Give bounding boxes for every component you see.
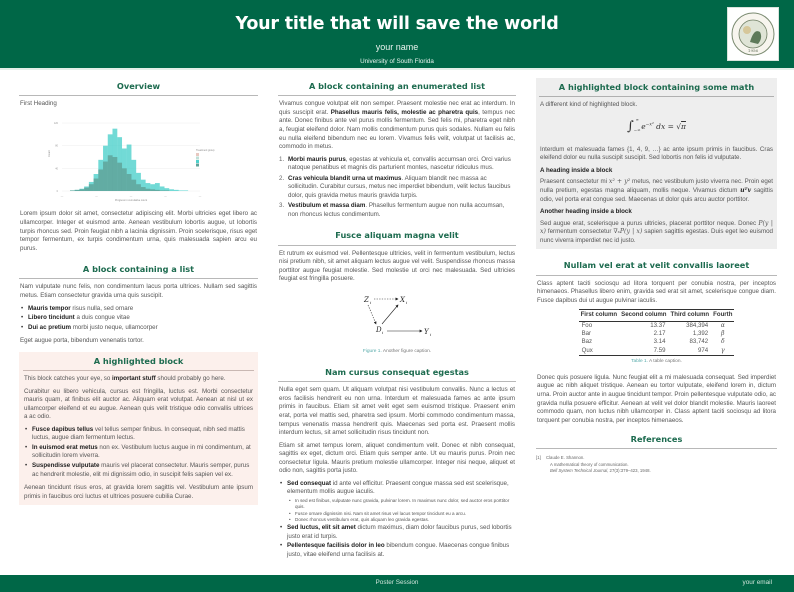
svg-text:—: — [129, 194, 132, 198]
block-title: Nam cursus consequat egestas [278, 364, 516, 382]
block-subheading: A heading inside a block [540, 166, 613, 174]
svg-text:—: — [163, 194, 167, 198]
list-item: • Suspendisse vulputate mauris vel placerat consectetur. Mauris semper, purus ac hendrerit molestie, elit mi dignissim odio, in suscipit felis sapien vel ex. [24, 462, 253, 479]
svg-text:X: X [400, 295, 405, 304]
first-heading: First Heading [20, 100, 57, 108]
math-text-2: Praesent consectetur mi x² + y² metus, nec vestibulum justo viverra nec. Proin eget nulla pretium, egestas magna aliquam, mollis neque. Vivamus dictum uᵀv sagittis odio, vel porta erat congue sed. Maecenas ut dolor quis arcu auctor porttitor. [540, 178, 773, 203]
list-item: • Sed luctus, elit sit amet dictum maximus, diam dolor faucibus purus, sed lobortis justo erat id turpis. [279, 524, 515, 541]
list-intro: Nam vulputate nunc felis, non condimentum lacus porta ultrices. Nullam sed sagittis metus. Etiam consectetur gravida urna quis suscipit. [20, 283, 257, 299]
list-block [19, 261, 258, 346]
math-intro: A different kind of highlighted block. [540, 101, 638, 109]
block-title: References [536, 431, 777, 449]
list-item: 3. Vestibulum et massa diam. Phasellus fermentum augue non nulla accumsan, non rhoncus lectus condimentum. [279, 202, 505, 218]
footer-email: your email [742, 579, 772, 586]
sub-list [287, 498, 515, 523]
list-outro: Eget augue porta, bibendum venenatis tortor. [20, 337, 144, 345]
svg-text:i: i [430, 331, 432, 337]
enumerated-block [278, 78, 516, 219]
figure-caption: Figure 1. Another figure caption. [362, 349, 432, 355]
poster-title: Your title that will save the world [235, 14, 559, 34]
sub-list-item: • In sed est finibus, vulputate nunc gravida, pulvinar lorem. In maximus nunc dolor, sed auctor eros porttitor quis. [287, 498, 515, 511]
column-3 [536, 78, 777, 481]
svg-text:Count: Count [47, 150, 51, 157]
table-row: Baz 3.14 83,742 δ [581, 338, 725, 346]
svg-text:i: i [382, 329, 384, 335]
block-title: A highlighted block [23, 353, 254, 371]
highlight-text: Curabitur eu libero vehicula, cursus est fringilla, luctus est. Morbi consectetur mauris quam, at finibus elit auctor ac. Aliquam erat volutpat. Aenean at nisl ut ex ullamcorper eleifend et eu augue. Aenean quis velit tristique odio convallis ultrices a ac odio. [24, 387, 253, 421]
author-name: your name [375, 42, 419, 53]
svg-text:Z: Z [364, 295, 369, 304]
block-title: Overview [19, 78, 258, 96]
svg-text:0: 0 [56, 189, 58, 193]
fusce-text: Et rutrum ex euismod vel. Pellentesque ultricies, velit in fermentum vestibulum, lectus nisi pretium nibh, sit amet aliquam lectus augue vel velit. Suspendisse rhoncus massa porttitor augue feugiat molestie. Sed molestie ut orci nec malesuada. Sed ultricies feugiat est fringilla posuere. [279, 249, 515, 283]
svg-text:—: — [198, 194, 201, 198]
equation: $\int_{-\infty}^\infty$ $e^{-x^2}$ dx = √π [627, 117, 686, 134]
math-text-3: Sed augue erat, scelerisque a purus ultricies, placerat porttitor neque. Donec P(y | x) fermentum consectetur ∇ₓP(y | x) sapien sagittis egestas. Duis eget leo euismod nunc viverra imperdiet nec id justo. [540, 219, 774, 244]
block-subheading: Another heading inside a block [540, 208, 632, 216]
bullet-list [20, 305, 257, 333]
svg-text:40: 40 [54, 167, 58, 171]
header-divider [0, 68, 794, 70]
sub-list-item: • Donec rhoncus vestibulum erat, quis aliquam leo gravida egestas. [287, 517, 515, 523]
sub-list-item: • Fusce ornare dignissim nisi. Nam sit amet risus vel lacus tempor tincidunt eu a arcu. [287, 511, 515, 517]
column-2 [278, 78, 516, 565]
svg-text:1956: 1956 [747, 48, 759, 53]
enumerated-list [279, 156, 515, 220]
svg-text:—: — [60, 194, 63, 198]
highlight-intro: This block catches your eye, so important stuff should probably go here. [24, 375, 226, 383]
svg-text:i: i [370, 299, 372, 305]
nullam-block [536, 257, 777, 425]
list-item: • Fusce dapibus tellus vel tellus semper finibus. In consequat, nibh sed mattis luctus, augue diam fermentum lectus. [24, 426, 253, 443]
institution: University of South Florida [360, 57, 434, 65]
math-text-1: Interdum et malesuada fames {1, 4, 9, …} ac ante ipsum primis in faucibus. Cras eleifend dolor eu nulla suscipit suscipit. Sed lobortis non felis id vulputate. [540, 145, 773, 162]
table-row: Bar 2.17 1,392 β [581, 330, 725, 338]
usf-seal-logo [727, 7, 779, 61]
list-item: • Mauris tempor risus nulla, sed ornare [20, 305, 257, 314]
references-block [536, 431, 777, 475]
block-title: A block containing an enumerated list [278, 78, 516, 96]
poster-footer [0, 575, 794, 592]
list-item: 1. Morbi mauris purus, egestas at vehicula et, convallis accumsan orci. Orci varius natoque penatibus et magnis dis parturient montes, nascetur ridiculus mus. [279, 155, 511, 172]
nullam-text-1: Class aptent taciti sociosqu ad litora torquent per conubia nostra, per inceptos himenaeos. Phasellus libero enim, gravida sed erat sit amet, scelerisque congue diam. Fusce dapibus dui ut augue pulvinar iaculis. [537, 279, 776, 304]
list-item: • Dui ac pretium morbi justo neque, ullamcorper [20, 324, 257, 333]
svg-text:D: D [376, 325, 382, 334]
list-item: • Libero tincidunt a duis congue vitae [20, 314, 257, 323]
overview-text: Lorem ipsum dolor sit amet, consectetur adipiscing elit. Morbi ultricies eget libero ac ullamcorper. Integer et euismod ante. Aenean vestibulum lobortis augue, ut lobortis turpis rhoncus sed. Proin feugiat nibh a lacinia dignissim. Proin scelerisque, risus eget tempor fermentum, ex turpis condimentum urna, quis malesuada sapien arcu eu purus. [20, 210, 257, 252]
causal-diagram-figure [279, 288, 515, 356]
svg-text:Y: Y [424, 327, 429, 336]
fusce-block [278, 227, 516, 356]
math-block [536, 78, 777, 249]
bullet-list [24, 426, 253, 479]
nam-text-2: Etiam sit amet tempus lorem, aliquet condimentum velit. Donec et nibh consequat, sagittis ex eget, dictum orci. Etiam quis semper ante. Ut eu mauris purus. Proin nec consectetur ligula. Mauris pretium molestie ullamcorper. Integer nisi neque, aliquet et odio non, sagittis porta justo. [279, 441, 515, 475]
block-title: A block containing a list [19, 261, 258, 279]
seal-icon [730, 10, 776, 58]
list-item: • Pellentesque facilisis dolor in leo bibendum congue. Maecenas congue finibus justo, vitae eleifend urna facilisis at. [279, 542, 515, 559]
list-item: 2. Cras vehicula blandit urna ut maximus. Aliquam blandit nec massa ac sollicitudin. Curabitur cursus, metus nec imperdiet bibendum, velit lectus faucibus dolor, quis gravida metus mauris gravida turpis. [279, 174, 511, 199]
list-item: • In euismod erat metus non ex. Vestibulum luctus augue in mi condimentum, at sollicitudin lorem viverra. [24, 444, 253, 461]
poster-header [0, 0, 794, 68]
svg-text:80: 80 [54, 144, 58, 148]
svg-text:120: 120 [53, 121, 58, 125]
causal-diagram [352, 288, 442, 344]
nam-text-1: Nulla eget sem quam. Ut aliquam volutpat nisi vestibulum convallis. Nunc a lectus et eros facilisis hendrerit eu non urna. Interdum et malesuada fames ac ante ipsum primis in faucibus. Etiam sit amet velit eget sem euismod tristique. Praesent enim erat, porta vel mattis sed, pharetra sed ipsum. Morbi commodo condimentum massa, tempus venenatis massa hendrerit quis. Maecenas sed porta est. Praesent mollis interdum lectus, sit amet sollicitudin risus tincidunt non. [279, 386, 515, 437]
histogram-chart [44, 113, 234, 203]
table-row: Qux 7.59 974 γ [579, 347, 735, 356]
list-item: • Sed consequat id ante vel efficitur. Praesent congue massa sed est scelerisque, elementum mollis augue iaculis. • In sed est finibus, vulputate nunc gravida, pulvinar lorem. In maximus nunc dolor, sed auctor eros porttitor quis. • Fusce ornare dignissim nisi. Nam sit amet risus vel lacus tempor tincidunt eu a arcu. • Donec rhoncus vestibulum erat, quis aliquam leo gravida egestas. [279, 480, 515, 523]
block-title: A highlighted block containing some math [539, 79, 774, 97]
histogram-figure [20, 113, 257, 207]
nam-block [278, 364, 516, 559]
block-title: Nullam vel erat at velit convallis laoreet [536, 257, 777, 275]
table-row: Foo 13.37 384,394 α [581, 321, 725, 329]
data-table [579, 309, 735, 356]
svg-text:Progress in cumulative count: Progress in cumulative count [114, 198, 147, 202]
enumerated-intro: Vivamus congue volutpat elit non semper. Praesent molestie nec erat ac interdum. In quis suscipit erat. Phasellus mauris felis, molestie ac pharetra quis, tempus nec ante. Donec finibus ante vel purus mollis fermentum. Sed felis mi, pharetra eget nibh a, feugiat eleifend dolor. Nam mollis condimentum purus quis sodales. Nullam eu felis eu nulla eleifend bibendum nec eu lorem. Vivamus felis velit, volutpat ut facilisis ac, commodo in metus. [279, 100, 515, 151]
footer-session: Poster Session [375, 579, 419, 586]
reference-item: [1] Claude E. Shannon. A mathematical theory of communication. Bell System Technical Journal, 27(3):379–423, 1948. [536, 455, 651, 474]
column-1 [19, 78, 258, 511]
table-caption: Table 1. A table caption. [631, 359, 682, 365]
highlighted-block [19, 352, 258, 505]
svg-text:Treatment group: Treatment group [195, 148, 214, 152]
nested-bullet-list [279, 480, 515, 560]
table-header-row: First column Second column Third column Fourth [579, 310, 735, 321]
nullam-text-2: Donec quis posuere ligula. Nunc feugiat elit a mi malesuada consequat. Sed imperdiet augue ac nibh aliquet tristique. Aenean eu tortor vulputate, eleifend lorem in, dictum urna. Proin auctor ante in augue tincidunt tempor. Proin pellentesque vulputate odio, ac gravida nulla posuere efficitur. Aenean at velit vel dolor blandit molestie. Mauris laoreet commodo quam, non luctus nibh ullamcorper in. Class aptent taciti sociosqu ad litora torquent per conubia nostra, per inceptos himenaeos. [537, 373, 776, 424]
svg-text:i: i [406, 299, 408, 305]
overview-block [19, 78, 258, 253]
highlight-outro: Aenean tincidunt risus eros, at gravida lorem sagittis vel. Vestibulum ante ipsum primis in faucibus orci luctus et ultrices posuere cubilia Curae. [24, 484, 253, 500]
svg-text:—: — [94, 194, 98, 198]
block-title: Fusce aliquam magna velit [278, 227, 516, 245]
